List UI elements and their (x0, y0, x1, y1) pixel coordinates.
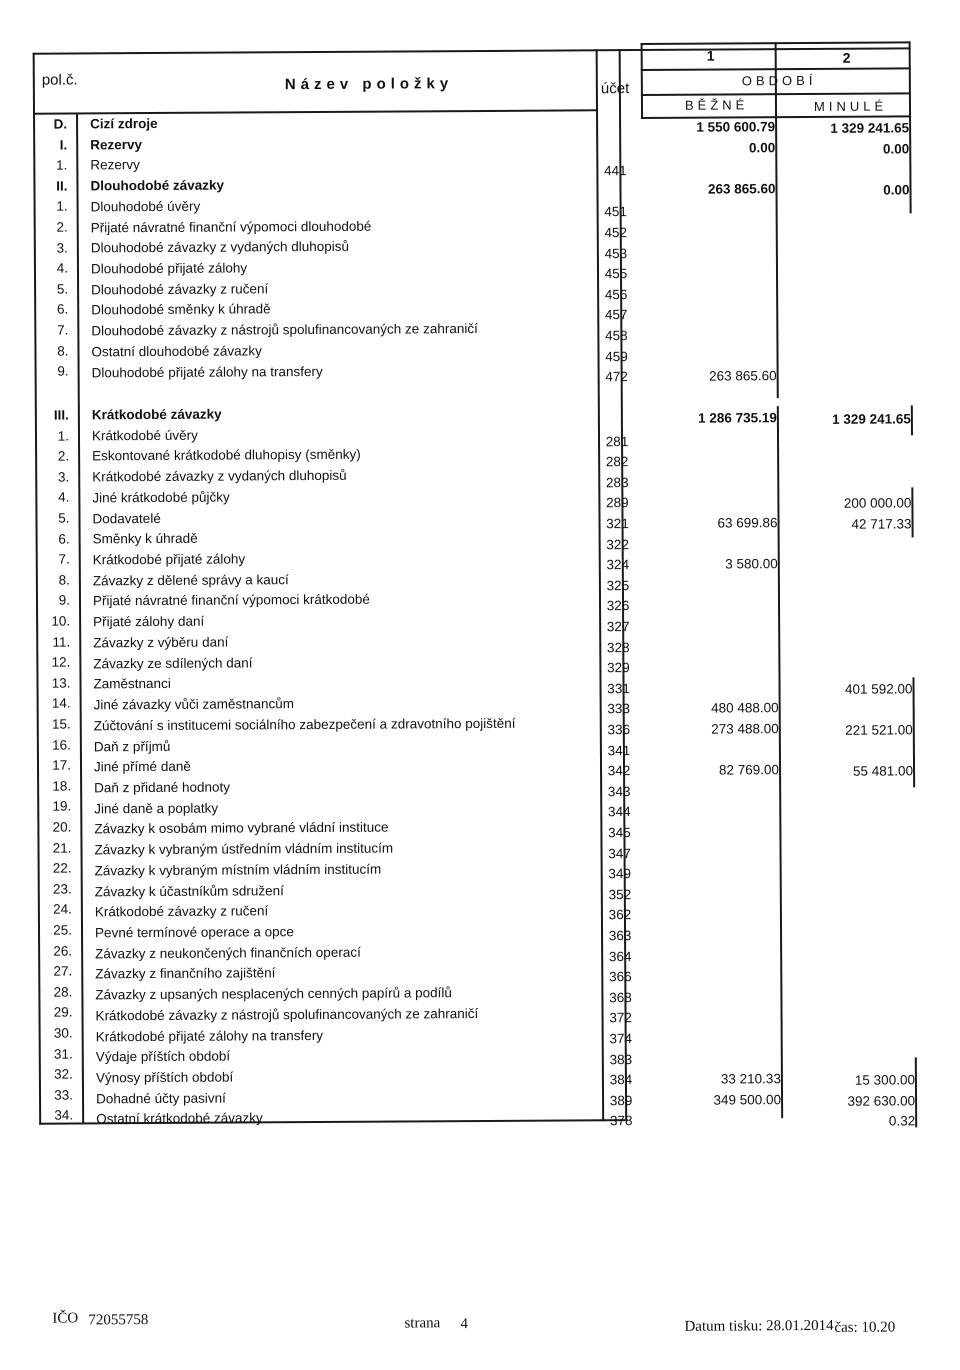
account-code: 452 (604, 225, 628, 241)
item-name: Krátkodobé závazky z nástrojů spolufinancovaných ze zahraničí (95, 1005, 479, 1024)
row-number: 15. (51, 716, 71, 732)
minule-col-right-border-2 (911, 405, 913, 435)
row-number: 7. (57, 322, 69, 338)
item-name: Závazky z výběru daní (93, 634, 229, 651)
row-number: 5. (56, 281, 69, 297)
item-name: Závazky k vybraným ústředním vládním institucím (94, 840, 394, 858)
row-number: III. (53, 407, 69, 423)
account-code: 455 (604, 266, 628, 282)
item-name-header: Název položky (284, 75, 454, 94)
row-number: I. (59, 137, 68, 153)
values-left-border (641, 43, 643, 119)
account-code: 283 (605, 474, 629, 491)
item-name: Dlouhodobé úvěry (90, 198, 201, 215)
account-code: 457 (604, 307, 628, 323)
row-number: 3. (56, 240, 68, 256)
account-code: 451 (604, 204, 627, 220)
row-number: 21. (52, 840, 72, 856)
item-name: Daň z přidané hodnoty (94, 779, 231, 796)
previous-period-value: 0.00 (883, 182, 910, 198)
row-number: D. (53, 116, 68, 132)
account-code: 349 (608, 866, 631, 882)
previous-period-value: 1 329 241.65 (832, 411, 911, 427)
column-1-number: 1 (706, 47, 715, 64)
account-code: 289 (606, 495, 629, 511)
row-number: 25. (53, 922, 73, 938)
row-number: 24. (53, 901, 72, 918)
item-name: Krátkodobé přijaté zálohy (92, 551, 246, 568)
current-period-value: 1 550 600.79 (696, 119, 776, 135)
row-number: 5. (58, 510, 70, 526)
account-code: 441 (604, 163, 627, 179)
account-code: 368 (609, 989, 632, 1006)
row-number: 18. (52, 778, 72, 794)
item-name: Závazky k osobám mimo vybrané vládní instituce (94, 819, 389, 837)
current-period-value: 263 865.60 (709, 368, 777, 384)
account-code: 324 (606, 557, 630, 573)
item-name: Jiné závazky vůči zaměstnancům (93, 696, 295, 713)
previous-period-value: 42 717.33 (851, 516, 912, 532)
item-name: Krátkodobé úvěry (91, 427, 198, 444)
row-number: 8. (58, 572, 70, 588)
table-top-border (33, 47, 911, 54)
row-number: 32. (54, 1066, 73, 1082)
row-number: 8. (57, 343, 69, 359)
row-number: 2. (56, 219, 68, 235)
item-name: Jiné daně a poplatky (94, 800, 219, 817)
previous-period-value: 55 481.00 (852, 763, 914, 779)
item-name: Daň z příjmů (93, 738, 171, 754)
item-name: Krátkodobé přijaté zálohy na transfery (95, 1027, 324, 1044)
header-bottom-border (33, 109, 597, 114)
print-date: Datum tisku: 28.01.2014 (684, 1317, 834, 1335)
row-number: 4. (58, 489, 70, 505)
row-number: 34. (54, 1107, 74, 1124)
current-period-value: 263 865.60 (707, 180, 776, 197)
item-name: Přijaté návratné finanční výpomoci krátkodobé (92, 592, 370, 609)
item-name: Dohadné účty pasivní (95, 1090, 226, 1107)
current-period-header: BĚŽNÉ (684, 97, 749, 113)
account-code: 456 (604, 286, 628, 303)
account-code: 374 (609, 1031, 632, 1047)
row-number: 17. (52, 757, 72, 773)
item-name: Zaměstnanci (93, 676, 171, 692)
row-number: 7. (58, 551, 70, 567)
section-title: Cizí zdroje (90, 115, 158, 132)
bezne-col-right-border (775, 42, 779, 398)
item-name: Výdaje příštích období (95, 1048, 231, 1065)
pol-number-header: pol.č. (41, 71, 78, 89)
row-number: 1. (56, 157, 68, 173)
item-name: Dlouhodobé závazky z nástrojů spolufinancovaných ze zahraničí (91, 321, 478, 339)
item-name: Dlouhodobé přijaté zálohy na transfery (91, 363, 323, 380)
item-name: Krátkodobé závazky z ručení (94, 903, 269, 920)
account-header: účet (600, 80, 630, 98)
current-period-value: 273 488.00 (711, 721, 779, 737)
row-number: 6. (58, 531, 70, 547)
account-code: 345 (608, 825, 631, 841)
previous-period-value: 0.32 (888, 1113, 916, 1129)
account-code: 281 (605, 433, 629, 449)
item-name: Přijaté zálohy daní (93, 613, 205, 630)
row-number: 19. (52, 798, 72, 815)
item-name: Závazky z dělené správy a kaucí (92, 571, 289, 589)
item-name: Dlouhodobé přijaté zálohy (90, 260, 248, 277)
section-title: Rezervy (90, 136, 143, 153)
account-code: 336 (607, 722, 631, 738)
row-number: 29. (53, 1004, 73, 1021)
current-period-value: 63 699.86 (717, 515, 778, 531)
account-code: 458 (605, 328, 628, 344)
account-code: 459 (605, 348, 628, 364)
page-label: strana (404, 1315, 441, 1332)
item-name: Výnosy příštích období (95, 1069, 234, 1086)
account-code: 329 (607, 660, 630, 676)
item-name: Eskontované krátkodobé dluhopisy (směnky) (92, 447, 361, 464)
account-code: 327 (606, 619, 630, 635)
row-number: 31. (53, 1046, 73, 1062)
item-name: Závazky ze sdílených daní (93, 655, 253, 671)
row-number: 22. (52, 860, 72, 876)
row-number: 1. (56, 198, 68, 214)
row-number: 30. (53, 1025, 73, 1041)
row-number: 10. (51, 613, 71, 629)
row-number: 27. (53, 963, 73, 979)
row-number: 16. (52, 737, 71, 753)
account-code: 343 (607, 783, 631, 800)
item-name: Závazky k účastníkům sdružení (94, 882, 284, 899)
print-time: čas: 10.20 (834, 1319, 896, 1336)
current-period-value: 33 210.33 (720, 1071, 781, 1087)
account-code: 362 (608, 907, 632, 923)
previous-period-value: 200 000.00 (843, 495, 912, 512)
account-code: 363 (608, 928, 632, 944)
row-number: 6. (56, 301, 69, 317)
account-code: 383 (609, 1051, 633, 1067)
row-number: 3. (57, 469, 70, 485)
item-name: Krátkodobé závazky z vydaných dluhopisů (92, 467, 347, 485)
row-number: 4. (56, 260, 69, 276)
item-name: Dodavatelé (92, 510, 161, 526)
item-name: Zúčtování s institucemi sociálního zabezpečení a zdravotního pojištění (93, 715, 516, 734)
account-code: 364 (608, 948, 632, 964)
account-code: 366 (608, 969, 632, 985)
item-name: Závazky k vybraným místním vládním institucím (94, 861, 382, 879)
row-number: 28. (53, 984, 73, 1000)
account-code: 342 (607, 763, 631, 779)
current-period-value: 349 500.00 (713, 1091, 782, 1108)
period-header: OBDOBÍ (741, 72, 817, 89)
section-title: Krátkodobé závazky (91, 406, 222, 423)
row-number: 23. (52, 881, 72, 897)
previous-period-value: 15 300.00 (854, 1072, 915, 1088)
row-number: 9. (57, 363, 69, 379)
current-period-value: 480 488.00 (711, 700, 779, 716)
current-period-value: 3 580.00 (725, 556, 778, 572)
account-code: 341 (607, 742, 631, 758)
row-number: II. (56, 178, 68, 194)
account-code: 472 (605, 369, 628, 385)
item-name: Dlouhodobé závazky z ručení (91, 281, 269, 298)
current-period-value: 1 286 735.19 (698, 410, 777, 426)
row-number: 13. (51, 675, 71, 691)
ico-label: IČO (52, 1310, 79, 1327)
row-number: 11. (52, 634, 71, 650)
account-code: 328 (606, 639, 630, 655)
row-number: 1. (57, 428, 70, 444)
row-number: 20. (52, 819, 72, 835)
row-number: 12. (51, 654, 71, 670)
previous-period-value: 1 329 241.65 (830, 120, 910, 136)
account-code: 322 (606, 536, 629, 552)
row-number: 9. (58, 592, 71, 608)
item-name: Pevné termínové operace a opce (94, 924, 294, 941)
account-code: 378 (609, 1113, 633, 1129)
row-number: 2. (57, 448, 70, 464)
previous-period-value: 401 592.00 (844, 681, 913, 697)
item-name: Závazky z neukončených finančních operací (95, 944, 361, 962)
section-title: Dlouhodobé závazky (90, 177, 225, 194)
account-code: 331 (607, 680, 630, 697)
item-name: Závazky z upsaných nesplacených cenných papírů a podílů (95, 985, 452, 1003)
account-code: 325 (606, 577, 630, 594)
item-name: Ostatní dlouhodobé závazky (91, 343, 262, 360)
current-period-value: 82 769.00 (718, 762, 780, 778)
previous-period-value: 392 630.00 (847, 1093, 916, 1109)
item-name: Dlouhodobé závazky z vydaných dluhopisů (90, 239, 350, 256)
row-number: 33. (54, 1087, 74, 1103)
item-name: Závazky z finančního zajištění (95, 965, 276, 982)
account-code: 384 (609, 1072, 633, 1088)
row-number: 26. (53, 943, 73, 959)
account-code: 321 (606, 516, 629, 532)
previous-period-value: 0.00 (882, 140, 910, 157)
account-code: 352 (608, 886, 632, 903)
account-code: 347 (608, 845, 631, 861)
current-period-value: 0.00 (748, 139, 776, 155)
item-name: Rezervy (90, 157, 140, 173)
previous-period-header: MINULÉ (813, 98, 888, 114)
account-code: 282 (605, 454, 629, 470)
item-name: Směnky k úhradě (92, 531, 198, 547)
item-name: Jiné krátkodobé půjčky (92, 489, 230, 506)
item-name: Přijaté návratné finanční výpomoci dlouhodobé (90, 218, 372, 235)
account-code: 372 (609, 1010, 632, 1026)
page-number: 4 (460, 1316, 468, 1333)
item-name: Jiné přímé daně (93, 759, 191, 775)
account-code: 333 (607, 701, 630, 717)
item-name: Ostatní krátkodobé závazky (96, 1110, 263, 1127)
item-name: Dlouhodobé směnky k úhradě (91, 301, 271, 318)
account-code: 453 (604, 245, 628, 261)
account-code: 344 (607, 804, 631, 820)
ico-value: 72055758 (88, 1312, 149, 1329)
previous-period-value: 221 521.00 (845, 722, 913, 738)
account-code: 326 (606, 598, 630, 614)
account-code: 389 (609, 1092, 633, 1109)
column-2-number: 2 (842, 49, 851, 66)
row-number-divider (76, 112, 84, 1124)
row-number: 14. (51, 695, 71, 712)
